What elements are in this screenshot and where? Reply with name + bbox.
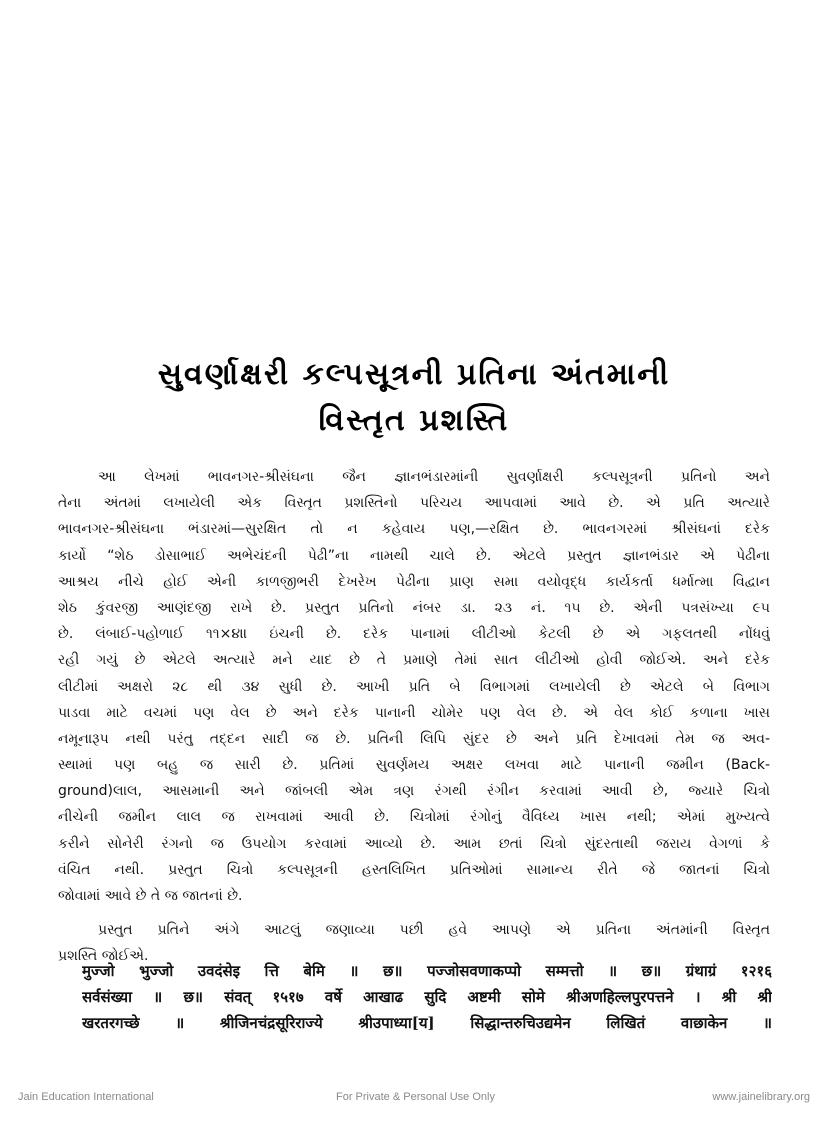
body-line: સ્થામાં પણ બહુ જ સારી છે. પ્રતિમાં સુવર્ણમય અક્ષર લખવા માટે પાનાની જમીન (Back- xyxy=(58,757,770,774)
colophon-line: खरतरगच्छे ॥ श्रीजिनचंद्रसूरिराज्ये श्रीउपाध्या[य] सिद्धान्तरुचिउद्यमेन लिखितं वाछाकेन ॥ xyxy=(82,1014,772,1032)
title-line-2: વિસ્તૃત પ્રશસ્તિ xyxy=(318,403,510,438)
title-line-1: સુવર્ણાક્ષરી કલ્પસૂત્રની પ્રતિના અંતમાની xyxy=(157,357,671,392)
colophon-line: मुज्जो भुज्जो उवदंसेइ त्ति बेमि ॥ छ॥ पज्जोसवणाकप्पो सम्मत्तो ॥ छ॥ ग्रंथाग्रं १२१६ xyxy=(82,962,772,980)
body-line: તેના અંતમાં લખાયેલી એક વિસ્તૃત પ્રશસ્તિનો પરિચય આપવામાં આવે છે. એ પ્રતિ અત્યારે xyxy=(58,495,770,512)
body-line: ground)લાલ, આસમાની અને જાંબલી એમ ત્રણ રંગથી રંગીન કરવામાં આવી છે, જ્યારે ચિત્રો xyxy=(58,783,770,800)
body-line: પ્રસ્તુત પ્રતિને અંગે આટલું જણાવ્યા પછી હવે આપણે એ પ્રતિના અંતમાંની વિસ્તૃત xyxy=(98,922,770,939)
body-line: કરીને સોનેરી રંગનો જ ઉપયોગ કરવામાં આવ્યો છે. આમ છતાં ચિત્રો સુંદરતાથી જરાય વેગળાં કે xyxy=(58,835,770,852)
body-line: આશ્રય નીચે હોઈ એની કાળજીભરી દેખરેખ પેઢીના પ્રાણ સમા વયોવૃદ્ધ કાર્યકર્તા ધર્માત્મા વિદ્વાન xyxy=(58,573,770,590)
body-line: છે. લંબાઈ-પહોળાઈ ૧૧×૪॥ ઇંચની છે. દરેક પાનામાં લીટીઓ કેટલી છે એ ગફલતથી નોંધવું xyxy=(58,626,770,643)
body-line: ભાવનગર-શ્રીસંઘના ભંડારમાં—સુરક્ષિત તો ન કહેવાય પણ,—રક્ષિત છે. ભાવનગરમાં શ્રીસંઘનાં દરેક xyxy=(58,521,770,538)
article-title xyxy=(60,352,768,444)
footer-right-text: www.jainelibrary.org xyxy=(712,1091,810,1103)
article-body xyxy=(58,464,770,970)
colophon-line: सर्वसंख्या ॥ छ॥ संवत् १५१७ वर्षे आखाढ सुदि अष्टमी सोमे श्रीअणहिल्लपुरपत्तने । श्री श्री xyxy=(82,988,772,1006)
body-line: રહી ગયું છે એટલે અત્યારે મને યાદ છે તે પ્રમાણે તેમાં સાત લીટીઓ હોવી જોઈએ. અને દરેક xyxy=(58,652,770,669)
footer-left-text: Jain Education International xyxy=(18,1091,154,1103)
footer-center-text: For Private & Personal Use Only xyxy=(336,1091,495,1103)
body-line: આ લેખમાં ભાવનગર-શ્રીસંઘના જૈન જ્ઞાનભંડારમાંની સુવર્ણાક્ષરી કલ્પસૂત્રની પ્રતિનો અને xyxy=(98,469,770,485)
body-line: શેઠ કુંવરજી આણંદજી રાખે છે. પ્રસ્તુત પ્રતિનો નંબર ડા. ૨૩ નં. ૧૫ છે. એની પત્રસંખ્યા ૯૫ xyxy=(58,599,770,616)
body-line: લીટીમાં અક્ષરો ૨૮ થી ૩૪ સુધી છે. આખી પ્રતિ બે વિભાગમાં લખાયેલી છે એટલે બે વિભાગ xyxy=(58,678,770,695)
body-line: વંચિત નથી. પ્રસ્તુત ચિત્રો કલ્પસૂત્રની હસ્તલિખિત પ્રતિઓમાં સામાન્ય રીતે જે જાતનાં ચિત્રો xyxy=(58,861,770,878)
body-line: પાડવા માટે વચમાં પણ વેલ છે અને દરેક પાનાની ચોમેર પણ વેલ છે. એ વેલ કોઈ કળાના ખાસ xyxy=(58,704,770,721)
body-line: નીચેની જમીન લાલ જ રાખવામાં આવી છે. ચિત્રોમાં રંગોનું વૈવિધ્ય ખાસ નથી; એમાં મુખ્યત્વે xyxy=(58,809,770,826)
sanskrit-colophon xyxy=(82,958,772,1036)
paragraph-1 xyxy=(58,464,770,909)
body-line: કાર્યો “શેઠ ડોસાભાઈ અભેચંદની પેઢી”ના નામથી ચાલે છે. એટલે પ્રસ્તુત જ્ઞાનભંડાર એ પેઢીના xyxy=(58,547,770,564)
page-footer xyxy=(18,1091,810,1107)
body-line: જોવામાં આવે છે તે જ જાતનાં છે. xyxy=(58,888,243,904)
body-line: પ્રશસ્તિ જોઈએ. xyxy=(58,948,149,965)
body-line: નમૂનારૂપ નથી પરંતુ તદ્દન સાદી જ છે. પ્રતિની લિપિ સુંદર છે અને પ્રતિ દેખાવમાં તેમ જ અવ- xyxy=(58,730,770,747)
